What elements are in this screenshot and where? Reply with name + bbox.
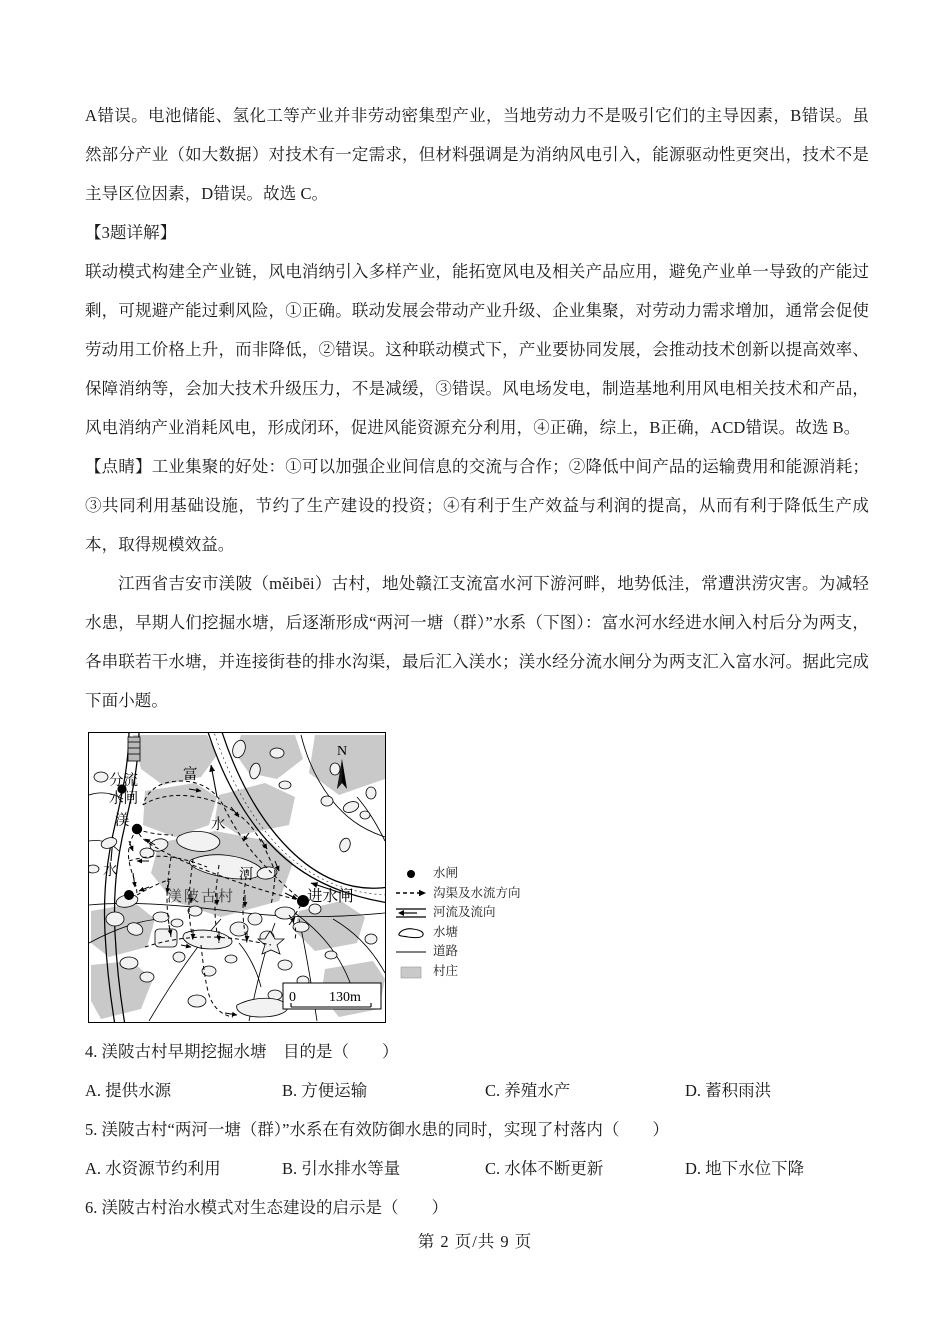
road-line-icon — [394, 942, 428, 962]
svg-text:渼: 渼 — [115, 813, 130, 829]
question-5-number: 5. — [85, 1120, 98, 1139]
question-6-number: 6. — [85, 1198, 98, 1217]
question-4-text: 渼陂古村早期挖掘水塘 目的是（ ） — [101, 1042, 399, 1061]
sluice-gate-lower — [124, 890, 134, 900]
svg-text:分流: 分流 — [109, 773, 138, 789]
option-key: D. — [685, 1159, 702, 1178]
svg-text:0: 0 — [289, 990, 296, 1005]
question-6-stem — [85, 1188, 869, 1227]
legend-item-sluice — [394, 864, 546, 884]
option-text: 水体不断更新 — [504, 1159, 604, 1178]
option-key: C. — [485, 1159, 501, 1178]
legend-label-road: 道路 — [433, 944, 459, 959]
svg-text:富: 富 — [183, 767, 198, 783]
dashed-arrow-icon — [394, 884, 428, 904]
question-5-option-b[interactable] — [282, 1149, 400, 1188]
legend-item-village — [394, 962, 546, 982]
svg-text:N: N — [337, 744, 348, 759]
legend-item-river — [394, 903, 546, 923]
legend-label-river: 河流及流向 — [433, 905, 496, 920]
paragraph-answer-3: 联动模式构建全产业链，风电消纳引入多样产业，能拓宽风电及相关产品应用，避免产业单一导致的产能过剩，可规避产能过剩风险，①正确。联动发展会带动产业升级、企业集聚，对劳动力需求增加，通常会促使劳动用工价格上升，而非降低，②错误。这种联动模式下，产业要协同发展，会推动技术创新以提高效率、保障消纳等，会加大技术升级压力，不是减缓，③错误。风电场发电，制造基地利用风电相关技术和产品，风电消纳产业消耗风电，形成闭环，促进风能资源充分利用，④正确，综上，B正确，ACD错误。故选 B。 — [85, 262, 869, 437]
svg-text:水: 水 — [103, 863, 118, 879]
question-4-option-a[interactable] — [85, 1071, 171, 1110]
option-key: A. — [85, 1081, 102, 1100]
scale-bar — [283, 983, 381, 1009]
page-footer: 第 2 页/共 9 页 — [417, 1232, 533, 1251]
svg-text:130m: 130m — [329, 990, 361, 1005]
option-key: C. — [485, 1081, 501, 1100]
question-5-option-c[interactable] — [485, 1149, 603, 1188]
question-6-text: 渼陂古村治水模式对生态建设的启示是（ ） — [101, 1198, 448, 1217]
pond-shape-icon — [394, 923, 428, 943]
question-5-stem — [85, 1110, 869, 1149]
option-text: 地下水位下降 — [705, 1159, 805, 1178]
map-drawing — [89, 733, 385, 1022]
question-4-options — [85, 1071, 869, 1110]
option-text: 蓄积雨洪 — [705, 1081, 772, 1100]
option-text: 方便运输 — [301, 1081, 368, 1100]
passage-meibei-village: 江西省吉安市渼陂（měibēi）古村，地处赣江支流富水河下游河畔，地势低洼，常遭洪涝灾害。为减轻水患，早期人们挖掘水塘，后逐渐形成“两河一塘（群）”水系（下图）：富水河水经进水闸入村后分为两支，各串联若干水塘，并连接街巷的排水沟渠，最后汇入渼水；渼水经分流水闸分为两支汇入富水河。据此完成下面小题。 — [85, 574, 869, 710]
heading-question-3-explanation: 【3题详解】 — [85, 223, 177, 242]
option-text: 引水排水等量 — [301, 1159, 401, 1178]
svg-text:进水闸: 进水闸 — [307, 888, 354, 905]
legend-item-ditch — [394, 884, 546, 904]
map-frame — [88, 732, 386, 1023]
legend-item-pond — [394, 923, 546, 943]
question-4-number: 4. — [85, 1042, 98, 1061]
svg-text:水闸: 水闸 — [109, 791, 138, 807]
option-key: D. — [685, 1081, 702, 1100]
question-4-stem — [85, 1032, 869, 1071]
map-legend — [394, 864, 546, 982]
option-key: B. — [282, 1081, 298, 1100]
village-fill-icon — [394, 962, 428, 982]
option-text: 水资源节约利用 — [105, 1159, 221, 1178]
figure-meibei-water-system — [88, 726, 548, 1028]
svg-text:水: 水 — [211, 817, 226, 833]
paragraph-key-point: 【点睛】工业集聚的好处：①可以加强企业间信息的交流与合作；②降低中间产品的运输费用和能源消耗；③共同利用基础设施，节约了生产建设的投资；④有利于生产效益与利润的提高，从而有利于降低生产成本，取得规模效益。 — [85, 457, 869, 554]
question-5-option-d[interactable] — [685, 1149, 804, 1188]
legend-label-sluice: 水闸 — [433, 866, 459, 880]
question-4-option-c[interactable] — [485, 1071, 570, 1110]
question-4-option-d[interactable] — [685, 1071, 771, 1110]
option-key: B. — [282, 1159, 298, 1178]
bridge-symbol — [128, 737, 140, 761]
paragraph-answer-2: A错误。电池储能、氢化工等产业并非劳动密集型产业，当地劳动力不是吸引它们的主导因素，B错误。虽然部分产业（如大数据）对技术有一定需求，但材料强调是为消纳风电引入，能源驱动性更突出，技术不是主导区位因素，D错误。故选 C。 — [85, 106, 869, 203]
svg-text:渼陂古村: 渼陂古村 — [167, 889, 236, 905]
page-content — [85, 96, 869, 1227]
question-5-options — [85, 1149, 869, 1188]
legend-label-village: 村庄 — [433, 963, 459, 978]
option-text: 提供水源 — [105, 1081, 172, 1100]
legend-item-road — [394, 942, 546, 962]
legend-label-pond: 水塘 — [433, 924, 459, 939]
question-4-option-b[interactable] — [282, 1071, 367, 1110]
option-key: A. — [85, 1159, 102, 1178]
option-text: 养殖水产 — [504, 1081, 571, 1100]
river-arrow-icon — [394, 903, 428, 923]
question-5-text: 渼陂古村“两河一塘（群）”水系在有效防御水患的同时，实现了村落内（ ） — [101, 1120, 669, 1139]
question-5-option-a[interactable] — [85, 1149, 221, 1188]
sluice-dot-icon — [394, 864, 428, 884]
svg-text:河: 河 — [239, 867, 254, 883]
sluice-gate-upper — [132, 824, 142, 834]
legend-label-ditch: 沟渠及水流方向 — [433, 885, 521, 900]
